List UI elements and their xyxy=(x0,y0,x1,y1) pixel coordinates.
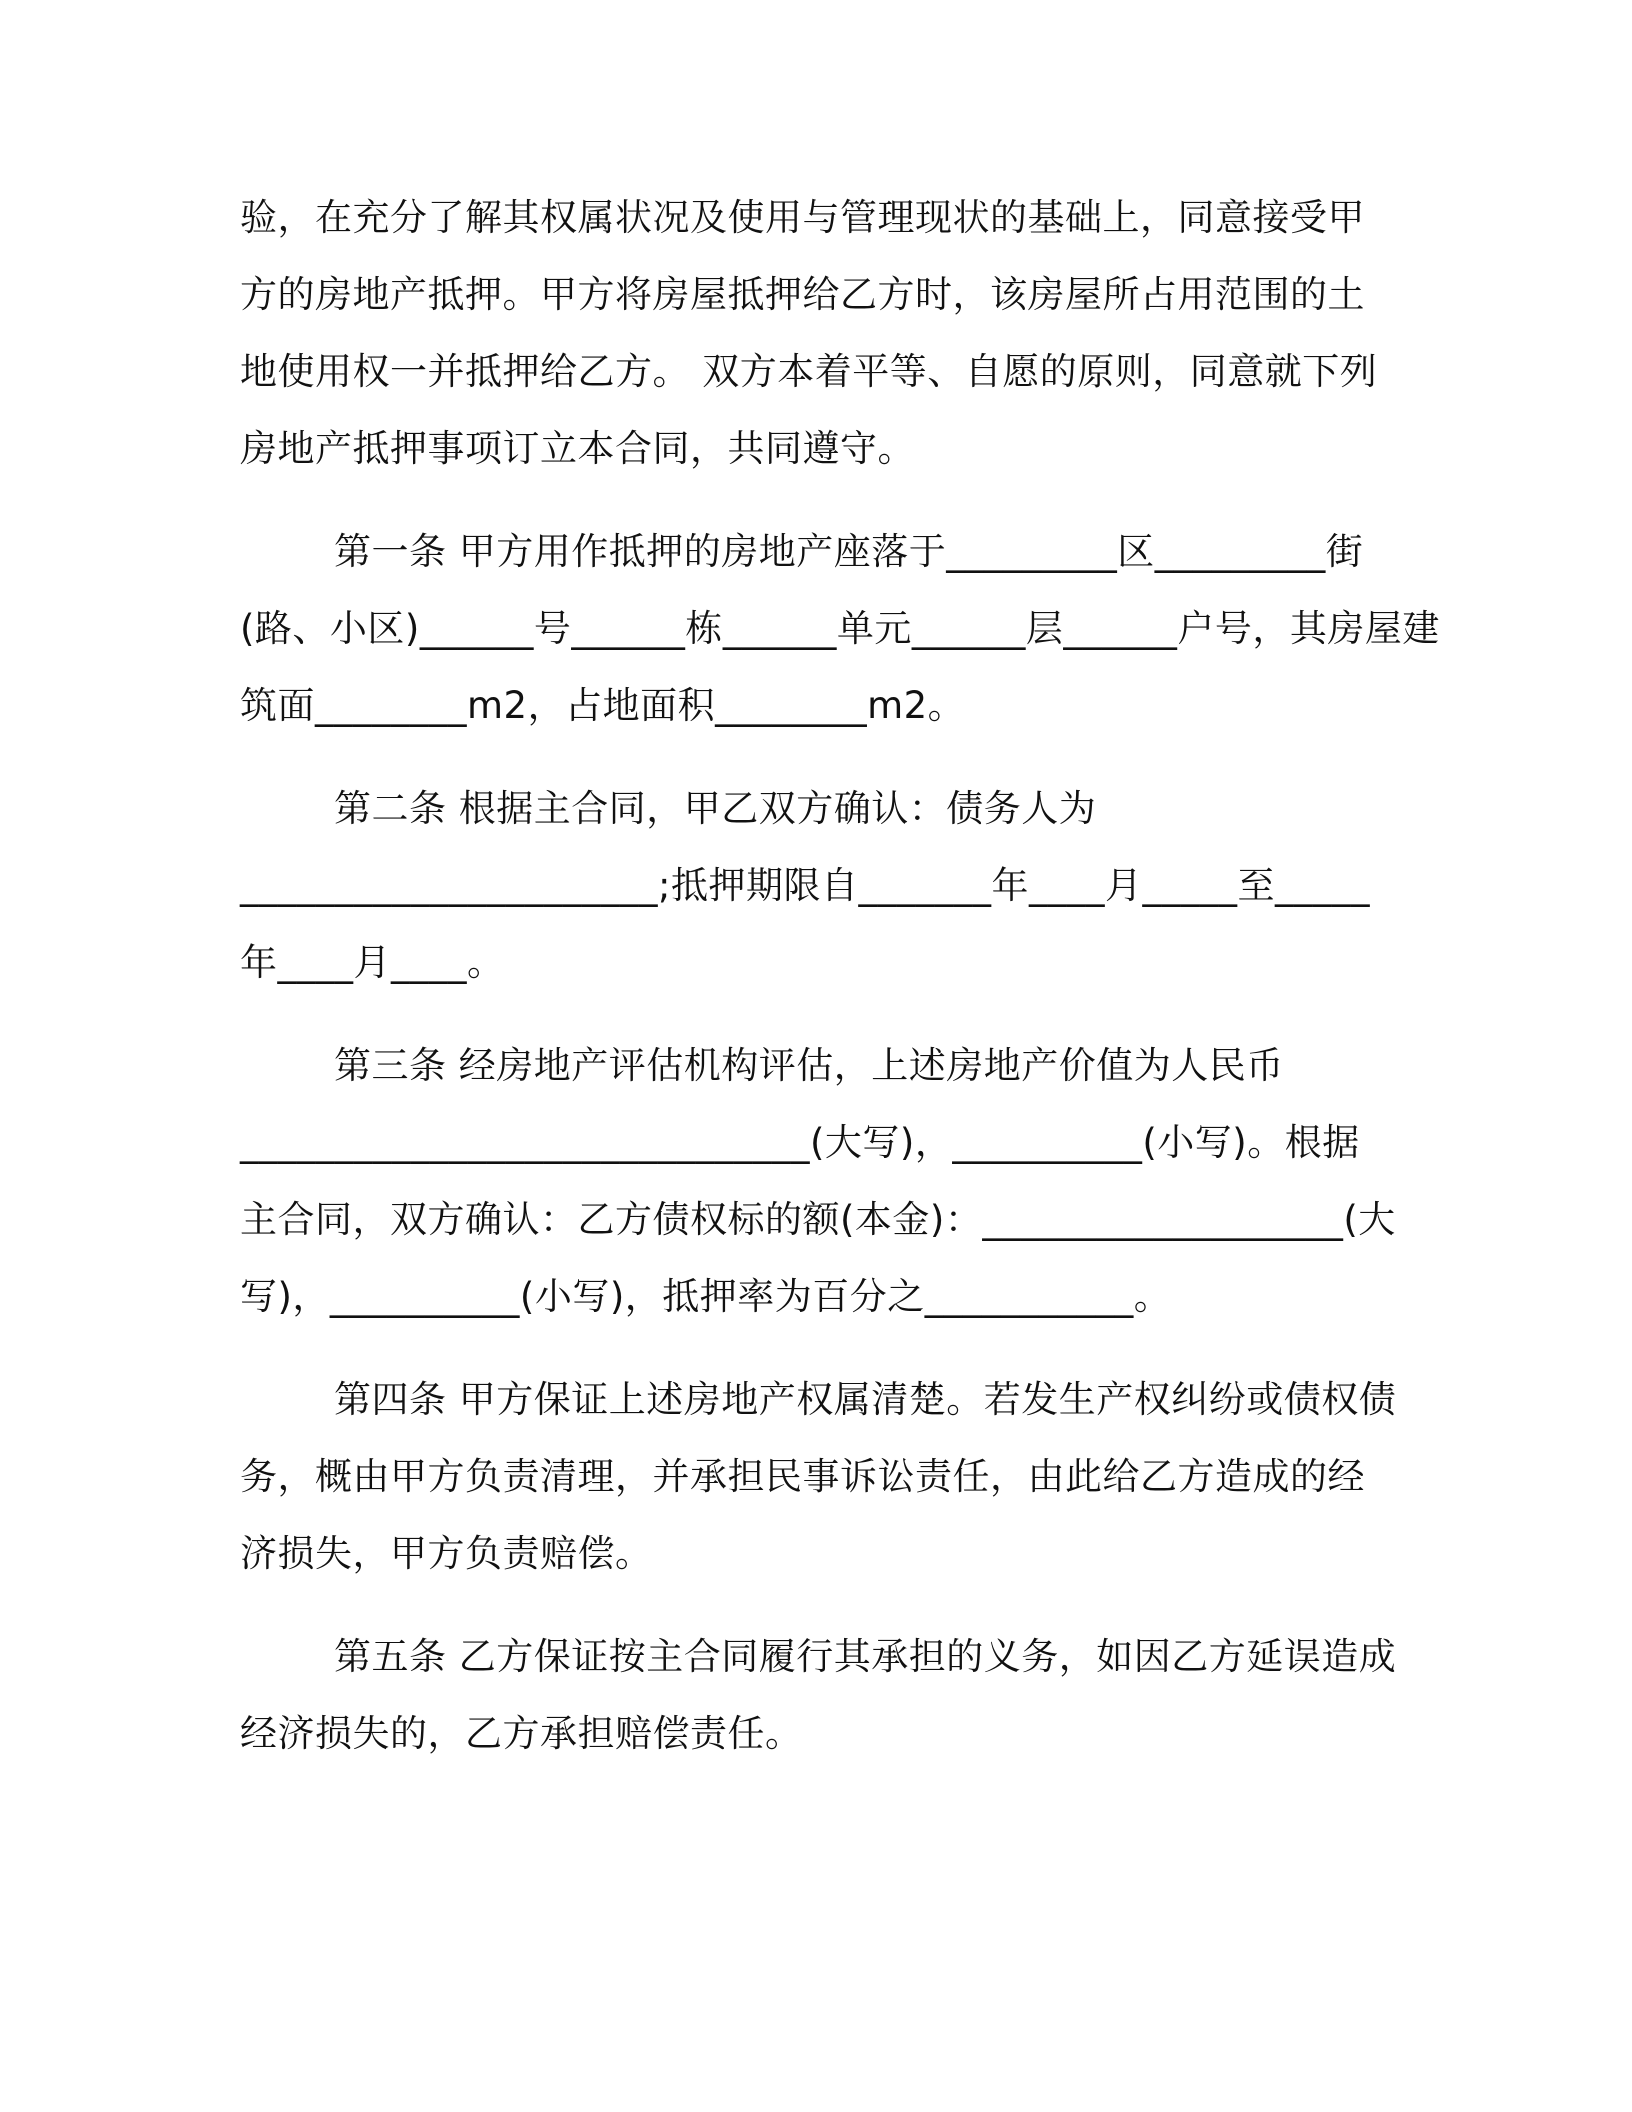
paragraph-spacer xyxy=(240,494,1400,520)
paragraph-spacer xyxy=(240,1342,1400,1368)
text-line: 筑面________m2，占地面积________m2。 xyxy=(240,684,966,727)
document-body xyxy=(240,186,1440,1779)
paragraph-spacer xyxy=(240,1008,1400,1034)
text-line: 主合同，双方确认：乙方债权标的额(本金)：___________________(大 xyxy=(240,1198,1396,1241)
text-line: 务，概由甲方负责清理，并承担民事诉讼责任，由此给乙方造成的经 xyxy=(240,1455,1365,1498)
text-line: 第三条 经房地产评估机构评估，上述房地产价值为人民币 xyxy=(334,1044,1284,1087)
text-line: 年____月____。 xyxy=(240,941,505,984)
text-line: 第一条 甲方用作抵押的房地产座落于_________区_________街 xyxy=(334,530,1364,573)
paragraph-spacer xyxy=(240,751,1400,777)
text-line: 第二条 根据主合同，甲乙双方确认：债务人为 xyxy=(334,787,1097,830)
text-line: 验，在充分了解其权属状况及使用与管理现状的基础上，同意接受甲 xyxy=(240,196,1365,239)
paragraph-article-2 xyxy=(240,777,1400,1008)
text-line: 写)，__________(小写)，抵押率为百分之___________。 xyxy=(240,1275,1172,1318)
text-line: 第四条 甲方保证上述房地产权属清楚。若发生产权纠纷或债权债 xyxy=(334,1378,1397,1421)
paragraph-spacer xyxy=(240,1599,1400,1625)
text-line: 经济损失的，乙方承担赔偿责任。 xyxy=(240,1712,803,1755)
text-line: 地使用权一并抵押给乙方。 双方本着平等、自愿的原则，同意就下列 xyxy=(240,350,1378,393)
paragraph-article-1 xyxy=(240,520,1440,751)
text-line: ______________________;抵押期限自_______年____月_____至_____ xyxy=(240,864,1370,907)
text-line: 第五条 乙方保证按主合同履行其承担的义务，如因乙方延误造成 xyxy=(334,1635,1397,1678)
text-line: 房地产抵押事项订立本合同，共同遵守。 xyxy=(240,427,915,470)
paragraph-article-4 xyxy=(240,1368,1400,1599)
paragraph-intro xyxy=(240,186,1400,494)
paragraph-article-5 xyxy=(240,1625,1400,1779)
paragraph-article-3 xyxy=(240,1034,1400,1342)
text-line: (路、小区)______号______栋______单元______层______户号，其房屋建 xyxy=(240,607,1440,650)
text-line: 济损失，甲方负责赔偿。 xyxy=(240,1532,653,1575)
text-line: ______________________________(大写)，__________(小写)。根据 xyxy=(240,1121,1360,1164)
text-line: 方的房地产抵押。甲方将房屋抵押给乙方时，该房屋所占用范围的土 xyxy=(240,273,1365,316)
